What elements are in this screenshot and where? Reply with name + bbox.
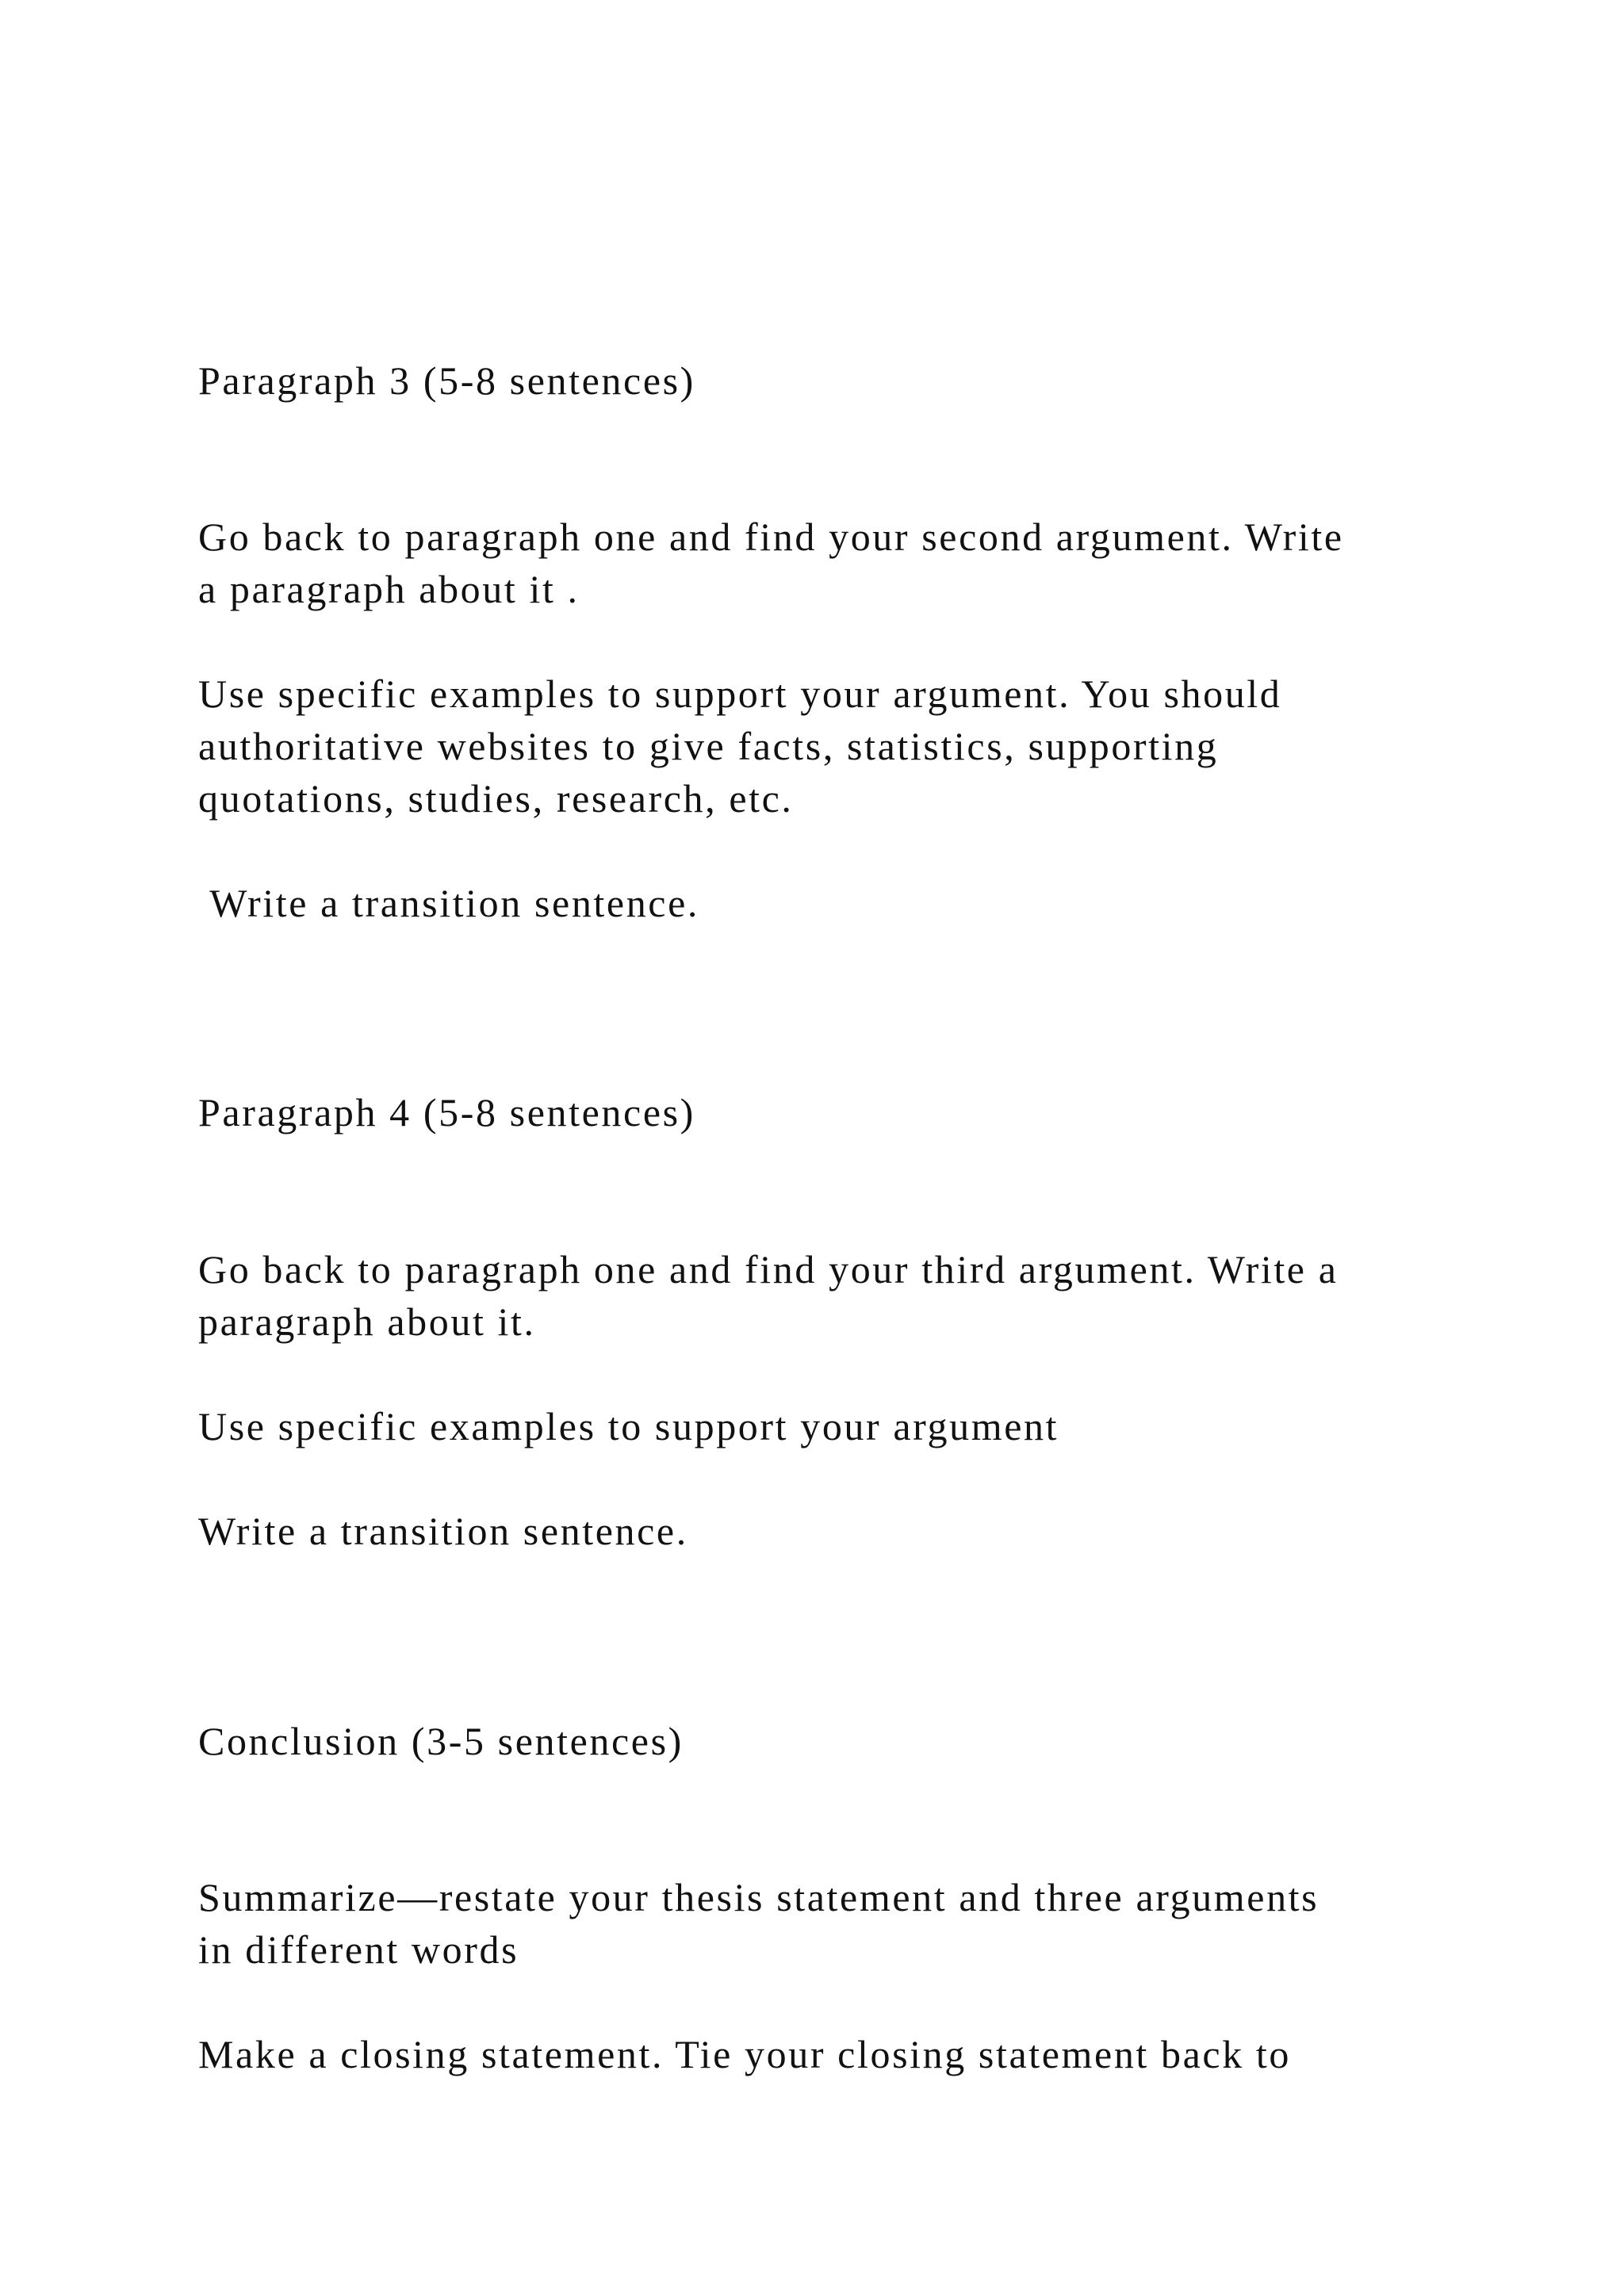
paragraph-4-heading: Paragraph 4 (5-8 sentences): [198, 1090, 695, 1135]
paragraph-3-instruction-line: Write a transition sentence.: [198, 881, 699, 925]
conclusion-instruction-line: Make a closing statement. Tie your closing statement back to: [198, 2032, 1291, 2076]
paragraph-3-instruction-line: quotations, studies, research, etc.: [198, 776, 794, 821]
paragraph-3-heading: Paragraph 3 (5-8 sentences): [198, 358, 695, 403]
paragraph-3-instruction-line: a paragraph about it .: [198, 567, 580, 611]
paragraph-4-instruction-line: paragraph about it.: [198, 1299, 536, 1344]
conclusion-instruction-line: Summarize—restate your thesis statement and three arguments: [198, 1875, 1320, 1919]
conclusion-instruction-line: in different words: [198, 1927, 519, 1972]
paragraph-3-instruction-line: Use specific examples to support your argument. You should: [198, 672, 1282, 716]
paragraph-3-instruction-line: authoritative websites to give facts, statistics, supporting: [198, 724, 1219, 768]
paragraph-4-instruction-line: Go back to paragraph one and find your third argument. Write a: [198, 1247, 1339, 1292]
conclusion-heading: Conclusion (3-5 sentences): [198, 1719, 684, 1763]
paragraph-4-instruction-line: Use specific examples to support your argument: [198, 1404, 1059, 1448]
paragraph-3-instruction-line: Go back to paragraph one and find your second argument. Write: [198, 515, 1344, 559]
paragraph-4-instruction-line: Write a transition sentence.: [198, 1509, 688, 1553]
